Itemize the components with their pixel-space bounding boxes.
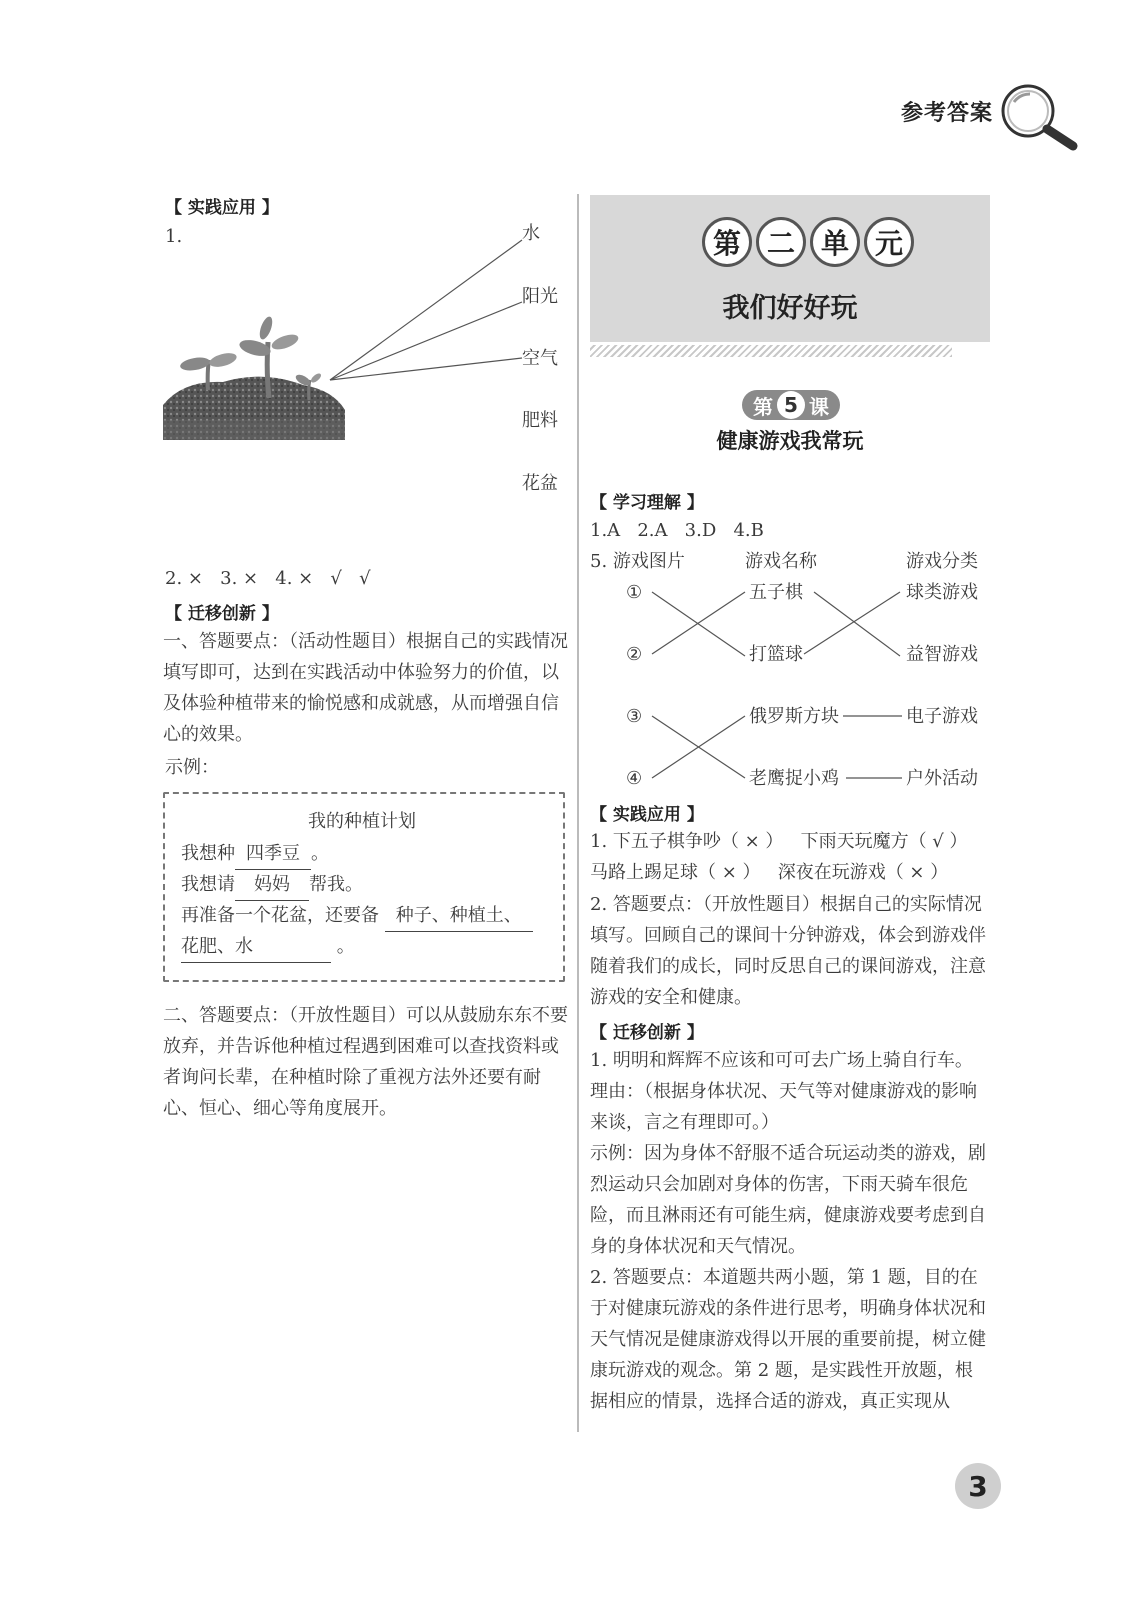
- match-game-category: 户外活动: [906, 768, 978, 789]
- answers-2-to-4: 2. × 3. × 4. × √ √: [165, 568, 371, 589]
- transfer-answer-1: 1. 明明和辉辉不应该和可可去广场上骑自行车。: [590, 1050, 973, 1071]
- practice-answer-2: 2. 答题要点：（开放性题目）根据自己的实际情况填写。回顾自己的课间十分钟游戏，体会到游戏伴随着我们的成长，同时反思自己的课间游戏，注意游戏的安全和健康。: [590, 894, 986, 1008]
- plant-need-pot: 花盆: [522, 473, 558, 494]
- unit-label: [702, 217, 914, 267]
- section-title-understanding: 【 学习理解 】: [590, 493, 704, 513]
- plan-title: 我的种植计划: [308, 811, 416, 832]
- plant-need-fertilizer: 肥料: [522, 410, 558, 431]
- match-game-category: 益智游戏: [906, 644, 978, 665]
- plan-line-3: 再准备一个花盆，还要备 种子、种植土、: [181, 900, 533, 932]
- unit-title: 我们好好玩: [722, 293, 858, 324]
- lesson-prefix: 第: [753, 394, 773, 419]
- plant-need-water: 水: [522, 223, 540, 244]
- unit-char: 单: [810, 217, 860, 267]
- match-num: ②: [626, 644, 643, 665]
- transfer-example: 示例：因为身体不舒服不适合玩运动类的游戏，剧烈运动只会加剧对身体的伤害，下雨天骑车很危险，而且淋雨还有可能生病，健康游戏要考虑到自身的身体状况和天气情况。: [590, 1143, 986, 1257]
- col-header-name: 游戏名称: [745, 551, 817, 572]
- answer-part-1: 一、答题要点：（活动性题目）根据自己的实践情况填写即可，达到在实践活动中体验努力的价值，以及体验种植带来的愉悦感和成就感，从而增强自信心的效果。: [163, 631, 568, 745]
- answers-1-to-4: 1.A 2.A 3.D 4.B: [590, 520, 764, 541]
- match-game-category: 球类游戏: [906, 582, 978, 603]
- plan-line-2: 我想请 妈妈 帮我。: [181, 869, 363, 901]
- page-number: 3: [955, 1463, 1001, 1509]
- decorative-stripes: [590, 345, 952, 357]
- q5-label: 5. 游戏图片: [590, 551, 685, 572]
- example-label: 示例：: [165, 757, 219, 778]
- plant-need-sunlight: 阳光: [522, 286, 558, 307]
- match-num: ③: [626, 706, 643, 727]
- match-num: ①: [626, 582, 643, 603]
- match-game-name: 俄罗斯方块: [749, 706, 839, 727]
- lesson-badge: [742, 390, 840, 420]
- match-game-name: 老鹰捉小鸡: [749, 768, 839, 789]
- lesson-suffix: 课: [809, 394, 829, 419]
- col-header-category: 游戏分类: [906, 551, 978, 572]
- transfer-reason: 理由：（根据身体状况、天气等对健康游戏的影响来谈，言之有理即可。）: [590, 1081, 977, 1133]
- column-divider: [577, 194, 579, 1432]
- plan-line-1: 我想种 四季豆 。: [181, 838, 329, 870]
- practice-answer-1-line-1: 1. 下五子棋争吵（ × ） 下雨天玩魔方（ √ ）: [590, 831, 968, 852]
- section-title-practice: 【 实践应用 】: [165, 198, 279, 218]
- lesson-title: 健康游戏我常玩: [716, 429, 864, 453]
- match-num: ④: [626, 768, 643, 789]
- page-header-title: 参考答案: [900, 101, 993, 126]
- match-game-name: 五子棋: [749, 582, 803, 603]
- section-title-transfer-2: 【 迁移创新 】: [590, 1023, 704, 1043]
- unit-char: 二: [756, 217, 806, 267]
- plant-need-air: 空气: [522, 348, 558, 369]
- magnifier-icon: [998, 84, 1080, 154]
- match-game-name: 打篮球: [749, 644, 803, 665]
- lesson-number: 5: [777, 391, 805, 419]
- section-title-transfer: 【 迁移创新 】: [165, 604, 279, 624]
- answer-part-2: 二、答题要点：（开放性题目）可以从鼓励东东不要放弃，并告诉他种植过程遇到困难可以查找资料或者询问长辈，在种植时除了重视方法外还要有耐心、恒心、细心等角度展开。: [163, 1005, 568, 1119]
- transfer-answer-2: 2. 答题要点：本道题共两小题，第 1 题，目的在于对健康玩游戏的条件进行思考，明确身体状况和天气情况是健康游戏得以开展的重要前提，树立健康玩游戏的观念。第 2 题，是实践性开放题，根据相应的情景，选择合适的游戏，真正实现从: [590, 1267, 986, 1412]
- question-1-number: 1.: [165, 226, 183, 247]
- plant-needs-lines: [320, 220, 525, 390]
- unit-char: 第: [702, 217, 752, 267]
- match-game-category: 电子游戏: [906, 706, 978, 727]
- unit-char: 元: [864, 217, 914, 267]
- plan-line-4: 花肥、水 。: [181, 931, 355, 963]
- practice-answer-1-line-2: 马路上踢足球（ × ） 深夜在玩游戏（ × ）: [590, 862, 949, 883]
- section-title-practice-2: 【 实践应用 】: [590, 805, 704, 825]
